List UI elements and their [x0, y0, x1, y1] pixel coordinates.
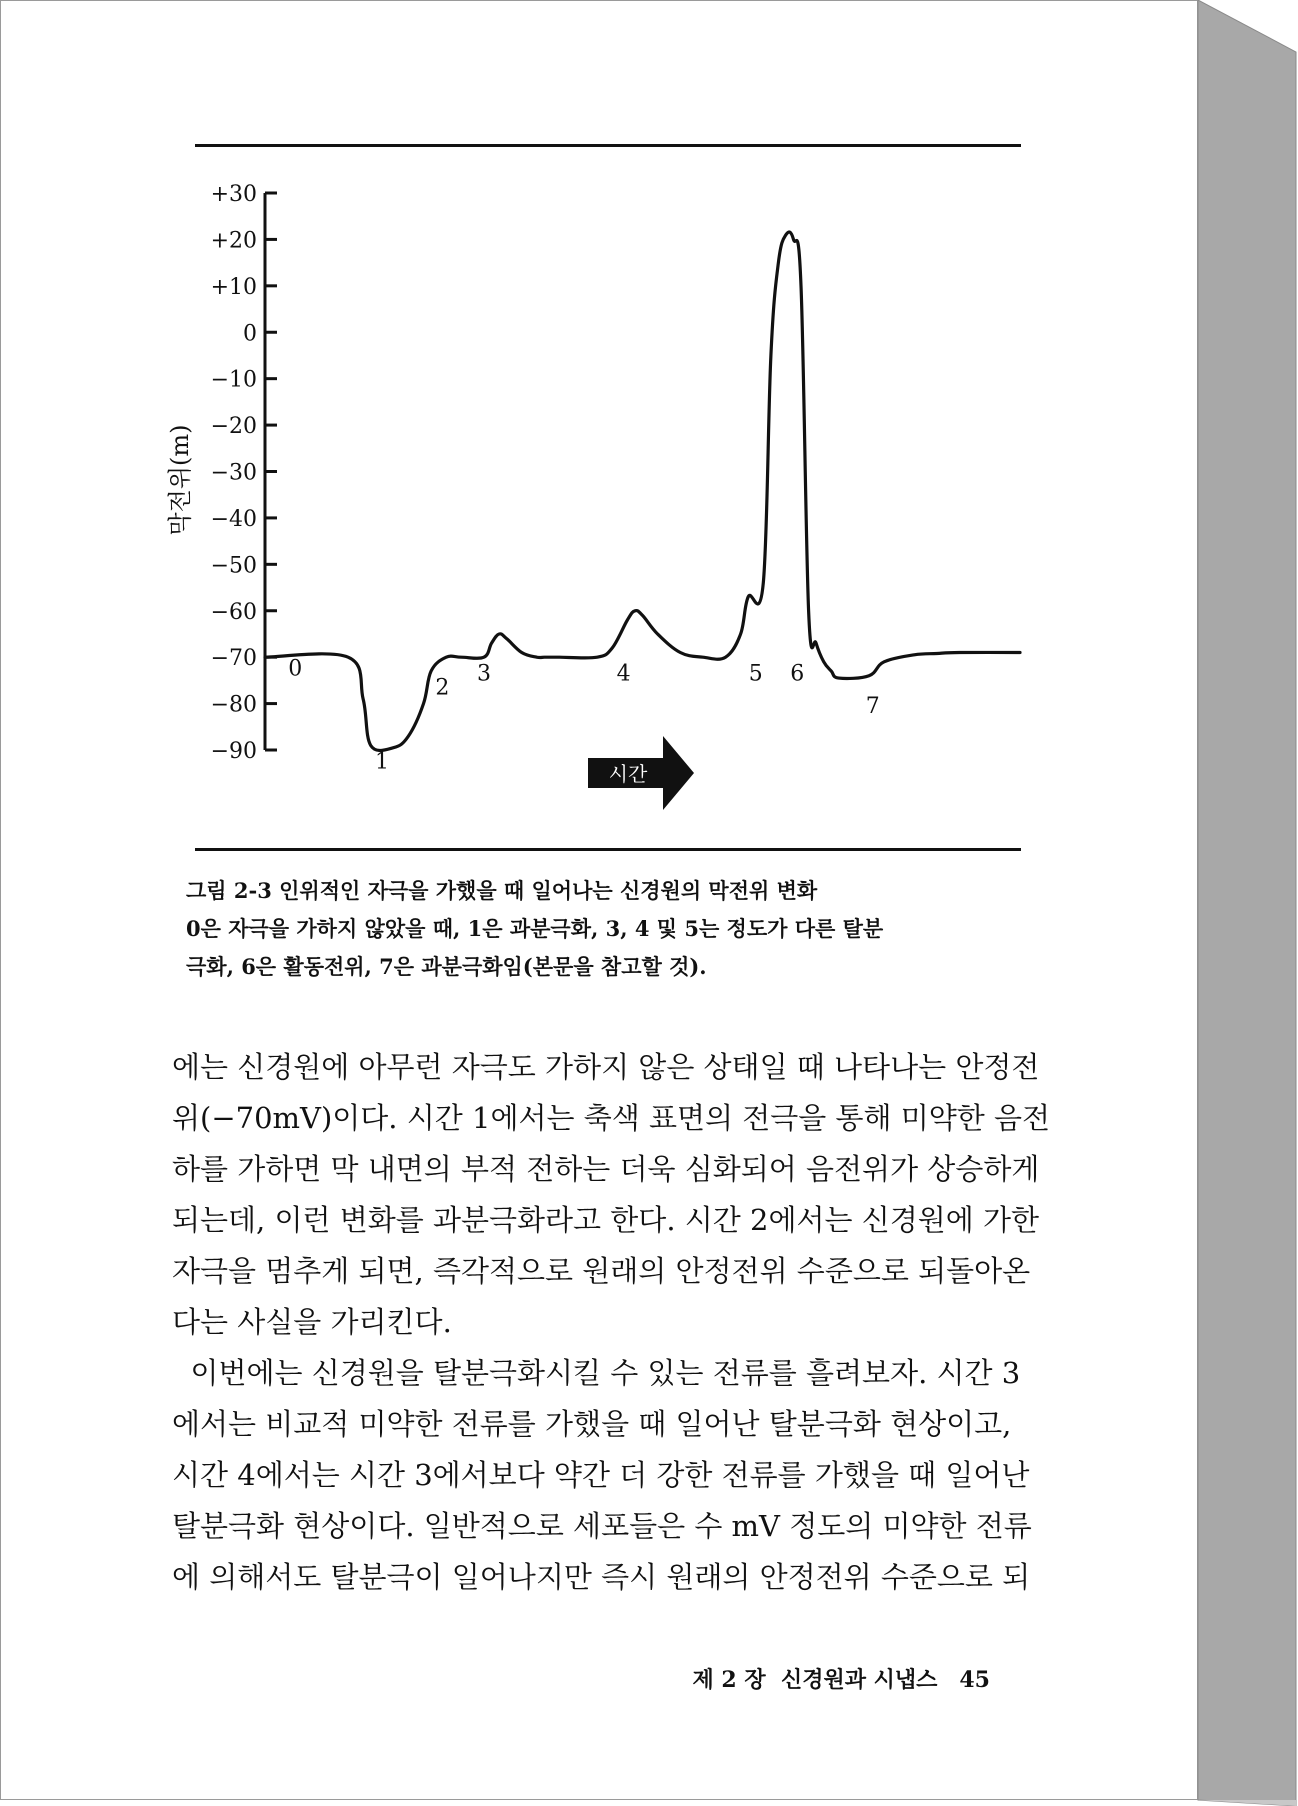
running-footer-chapter: 제 2 장 신경원과 시냅스 [692, 1667, 938, 1693]
y-tick-label: −40 [210, 506, 257, 532]
caption-line: 0은 자극을 가하지 않았을 때, 1은 과분극화, 3, 4 및 5는 정도가 다른 탈분 [186, 916, 884, 941]
time-point-label-3: 3 [476, 661, 491, 687]
figure-caption [186, 872, 1016, 986]
y-axis [265, 193, 277, 750]
y-tick-label: −70 [210, 646, 257, 672]
y-tick-label: −30 [210, 460, 257, 486]
y-tick-label: +30 [210, 182, 257, 207]
time-point-label-4: 4 [616, 661, 631, 687]
body-line: 위(−70mV)이다. 시간 1에서는 축색 표면의 전극을 통해 미약한 음전 [172, 1101, 1051, 1135]
body-line: 에는 신경원에 아무런 자극도 가하지 않은 상태일 때 나타나는 안정전 [172, 1050, 1040, 1084]
time-point-label-1: 1 [375, 749, 390, 775]
time-point-label-5: 5 [748, 661, 763, 687]
time-point-label-0: 0 [288, 656, 303, 682]
body-line: 에 의해서도 탈분극이 일어나지만 즉시 원래의 안정전위 수준으로 되 [172, 1560, 1031, 1594]
time-arrow [588, 736, 694, 810]
book-page-edge [1196, 0, 1298, 1806]
y-tick-label: +20 [210, 228, 257, 254]
caption-line: 극화, 6은 활동전위, 7은 과분극화임(본문을 참고할 것). [186, 954, 707, 979]
y-tick-label: −50 [210, 553, 257, 579]
y-axis-label: 막전위(m) [166, 424, 194, 536]
body-text [172, 1042, 1051, 1603]
body-line: 다는 사실을 가리킨다. [172, 1305, 452, 1339]
membrane-potential-trace [265, 232, 1020, 751]
y-tick-label: −10 [210, 367, 257, 393]
time-arrow-label: 시간 [608, 762, 648, 786]
body-line: 시간 4에서는 시간 3에서보다 약간 더 강한 전류를 가했을 때 일어난 [172, 1458, 1030, 1492]
page-footer [0, 1663, 990, 1694]
y-tick-label: 0 [243, 321, 257, 347]
y-tick-label: −90 [210, 739, 257, 764]
body-line: 하를 가하면 막 내면의 부적 전하는 더욱 심화되어 음전위가 상승하게 [172, 1152, 1040, 1186]
y-tick-labels [211, 182, 257, 764]
body-line: 에서는 비교적 미약한 전류를 가했을 때 일어난 탈분극화 현상이고, [172, 1407, 1012, 1441]
y-tick-label: −20 [210, 414, 257, 440]
figure-bottom-rule [195, 848, 1021, 851]
body-line: 탈분극화 현상이다. 일반적으로 세포들은 수 mV 정도의 미약한 전류 [172, 1509, 1032, 1543]
y-tick-label: −80 [210, 692, 257, 718]
membrane-potential-chart [0, 0, 1198, 860]
body-line: 이번에는 신경원을 탈분극화시킬 수 있는 전류를 흘려보자. 시간 3 [172, 1356, 1021, 1390]
page-number: 45 [959, 1667, 990, 1693]
caption-line: 그림 2-3 인위적인 자극을 가했을 때 일어나는 신경원의 막전위 변화 [186, 878, 818, 903]
time-point-labels [288, 657, 880, 775]
body-line: 되는데, 이런 변화를 과분극화라고 한다. 시간 2에서는 신경원에 가한 [172, 1203, 1040, 1237]
y-tick-label: +10 [210, 274, 257, 300]
time-point-label-6: 6 [790, 661, 805, 687]
time-point-label-2: 2 [435, 675, 450, 701]
y-tick-label: −60 [210, 599, 257, 625]
body-line: 자극을 멈추게 되면, 즉각적으로 원래의 안정전위 수준으로 되돌아온 [172, 1254, 1031, 1288]
time-point-label-7: 7 [865, 693, 880, 719]
